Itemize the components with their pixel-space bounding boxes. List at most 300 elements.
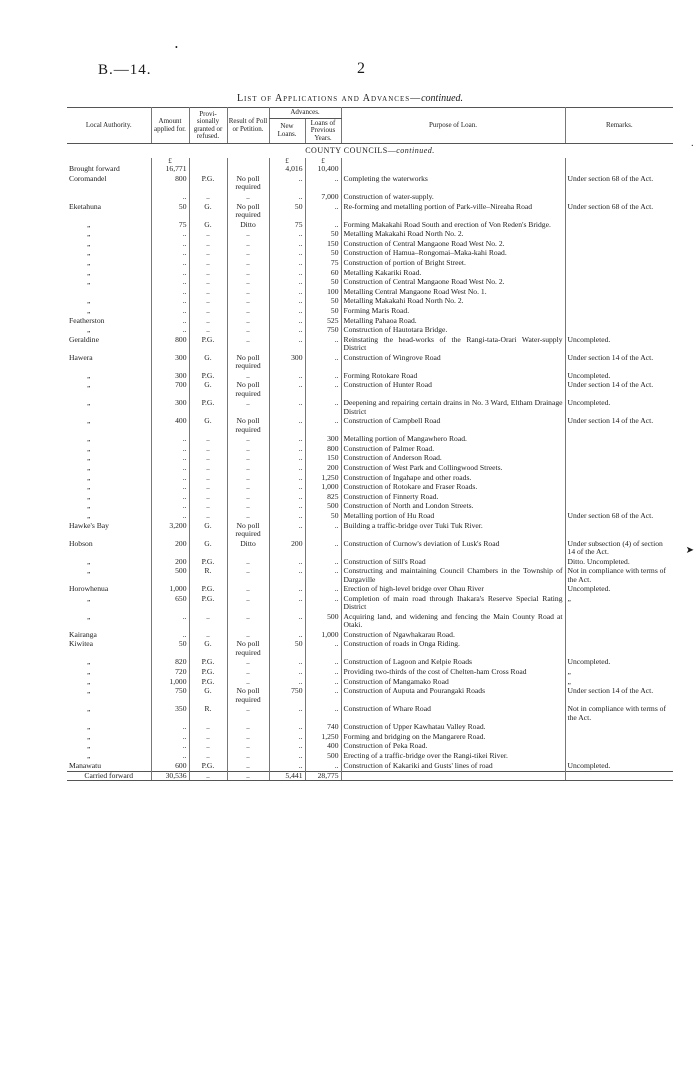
new-loans-cell: .. — [269, 192, 305, 202]
new-loans-cell: 75 — [269, 220, 305, 230]
result-cell: .. — [227, 723, 269, 733]
table-row — [67, 473, 673, 483]
carried-forward-label: Carried forward — [67, 771, 151, 780]
amount-cell: .. — [151, 473, 189, 483]
amount-cell: 700 — [151, 381, 189, 399]
purpose-cell: Construction of Lagoon and Kelpie Roads — [341, 658, 565, 668]
section-heading: COUNTY COUNCILS—continued. — [305, 146, 435, 156]
authority-cell — [67, 287, 151, 297]
authority-cell: „ — [87, 267, 91, 277]
purpose-cell: Construction of Rotokare and Fraser Roads. — [341, 483, 565, 493]
new-loans-cell: 300 — [269, 353, 305, 371]
result-cell: .. — [227, 268, 269, 278]
col-remarks: Remarks. — [565, 108, 673, 144]
amount-cell: .. — [151, 492, 189, 502]
new-loans-cell: .. — [269, 751, 305, 761]
new-loans-cell: .. — [269, 677, 305, 687]
provisional-cell: .. — [189, 483, 227, 493]
provisional-cell: P.G. — [189, 335, 227, 353]
result-cell: .. — [227, 705, 269, 723]
authority-cell: Horowhenua — [69, 584, 109, 594]
table-row — [67, 278, 673, 288]
result-cell: .. — [227, 677, 269, 687]
amount-cell: .. — [151, 435, 189, 445]
table-row — [67, 268, 673, 278]
authority-cell: „ — [87, 556, 91, 566]
document-reference: B.—14. — [98, 62, 152, 78]
remarks-cell — [565, 454, 673, 464]
margin-arrow-mark: ➤ — [685, 545, 694, 556]
authority-cell: Kiwitea — [69, 639, 94, 649]
result-cell: .. — [227, 306, 269, 316]
table-row — [67, 687, 673, 705]
provisional-cell: G. — [189, 220, 227, 230]
new-loans-cell: .. — [269, 612, 305, 630]
amount-cell: 800 — [151, 174, 189, 192]
table-row — [67, 287, 673, 297]
result-cell: .. — [227, 463, 269, 473]
amount-cell: 820 — [151, 658, 189, 668]
result-cell: .. — [227, 751, 269, 761]
authority-cell: „ — [87, 229, 91, 239]
provisional-cell: .. — [189, 612, 227, 630]
col-provisional: Provi- sionally granted or refused. — [189, 108, 227, 144]
remarks-cell — [565, 521, 673, 539]
remarks-cell — [565, 239, 673, 249]
authority-cell: Hawera — [69, 352, 93, 362]
purpose-cell: Construction of North and London Streets. — [341, 502, 565, 512]
purpose-cell: Forming and bridging on the Mangarere Road. — [341, 732, 565, 742]
provisional-cell: P.G. — [189, 585, 227, 595]
remarks-cell — [565, 249, 673, 259]
purpose-cell: Forming Rotokare Road — [341, 371, 565, 381]
result-cell: .. — [227, 742, 269, 752]
amount-cell: 650 — [151, 594, 189, 612]
table-row — [67, 511, 673, 521]
provisional-cell: R. — [189, 567, 227, 585]
purpose-cell: Building a traffic-bridge over Tuki Tuk River. — [341, 521, 565, 539]
remarks-cell: Under section 14 of the Act. — [565, 353, 673, 371]
provisional-cell: .. — [189, 630, 227, 640]
new-loans-cell: .. — [269, 239, 305, 249]
currency-amount: £ — [151, 158, 189, 165]
previous-loans-cell: .. — [305, 335, 341, 353]
remarks-cell — [565, 297, 673, 307]
previous-loans-cell: 50 — [305, 511, 341, 521]
previous-loans-cell: 800 — [305, 444, 341, 454]
new-loans-cell: .. — [269, 268, 305, 278]
provisional-cell: .. — [189, 473, 227, 483]
amount-cell: 50 — [151, 640, 189, 658]
purpose-cell: Construction of Hautotara Bridge. — [341, 326, 565, 336]
amount-cell: .. — [151, 502, 189, 512]
authority-cell: „ — [87, 566, 91, 576]
table-row — [67, 594, 673, 612]
provisional-cell: .. — [189, 502, 227, 512]
purpose-cell: Construction of roads in Onga Riding. — [341, 640, 565, 658]
remarks-cell — [565, 287, 673, 297]
result-cell: .. — [227, 435, 269, 445]
table-row — [67, 239, 673, 249]
amount-cell: .. — [151, 287, 189, 297]
table-row — [67, 742, 673, 752]
table-row — [67, 612, 673, 630]
previous-loans-cell: 150 — [305, 454, 341, 464]
authority-cell: „ — [87, 511, 91, 521]
previous-loans-cell: .. — [305, 761, 341, 771]
provisional-cell: .. — [189, 192, 227, 202]
previous-loans-cell: 400 — [305, 742, 341, 752]
previous-loans-cell: 10,400 — [305, 165, 341, 175]
authority-cell: „ — [87, 667, 91, 676]
purpose-cell: Completing the waterworks — [341, 174, 565, 192]
col-advances: Advances. — [269, 108, 341, 119]
result-cell: .. — [227, 492, 269, 502]
amount-cell: .. — [151, 258, 189, 268]
purpose-cell: Construction of Central Mangaone Road West No. 2. — [341, 239, 565, 249]
amount-cell: .. — [151, 192, 189, 202]
result-cell: .. — [227, 239, 269, 249]
result-cell — [227, 165, 269, 175]
title-main: List of Applications and Advances— — [236, 93, 422, 104]
provisional-cell: P.G. — [189, 677, 227, 687]
remarks-cell — [565, 723, 673, 733]
table-row — [67, 306, 673, 316]
amount-cell: .. — [151, 278, 189, 288]
provisional-cell: .. — [189, 306, 227, 316]
authority-cell: „ — [87, 472, 91, 482]
table-row — [67, 454, 673, 464]
previous-loans-cell: 1,000 — [305, 483, 341, 493]
result-cell: Ditto — [227, 220, 269, 230]
amount-cell: 3,200 — [151, 521, 189, 539]
previous-loans-cell: 100 — [305, 287, 341, 297]
amount-cell: .. — [151, 316, 189, 326]
purpose-cell: Construction of Whare Road — [341, 705, 565, 723]
new-loans-cell: .. — [269, 705, 305, 723]
table-row — [67, 723, 673, 733]
authority-cell: „ — [87, 370, 91, 380]
new-loans-cell: 50 — [269, 202, 305, 220]
authority-cell: „ — [87, 296, 91, 306]
amount-cell: 200 — [151, 557, 189, 567]
provisional-cell: G. — [189, 521, 227, 539]
authority-cell: „ — [87, 750, 91, 760]
provisional-cell: P.G. — [189, 761, 227, 771]
carried-forward-prev: 28,775 — [305, 771, 341, 780]
authority-cell: Hawke's Bay — [69, 520, 109, 530]
purpose-cell: Erection of high-level bridge over Ohau River — [341, 585, 565, 595]
purpose-cell: Construction of Palmer Road. — [341, 444, 565, 454]
remarks-cell — [565, 732, 673, 742]
new-loans-cell: 50 — [269, 640, 305, 658]
amount-cell: 300 — [151, 371, 189, 381]
provisional-cell: G. — [189, 687, 227, 705]
new-loans-cell: .. — [269, 399, 305, 417]
previous-loans-cell: .. — [305, 705, 341, 723]
table-row — [67, 630, 673, 640]
remarks-cell — [565, 492, 673, 502]
previous-loans-cell: 750 — [305, 326, 341, 336]
authority-cell: „ — [87, 398, 91, 408]
authority-cell: „ — [87, 257, 91, 267]
authority-cell: „ — [87, 443, 91, 453]
table-row — [67, 463, 673, 473]
amount-cell: .. — [151, 751, 189, 761]
previous-loans-cell: .. — [305, 399, 341, 417]
result-cell: .. — [227, 399, 269, 417]
remarks-cell: Uncompleted. — [565, 335, 673, 353]
result-cell: No poll required — [227, 353, 269, 371]
amount-cell: 600 — [151, 761, 189, 771]
col-result: Result of Poll or Petition. — [227, 108, 269, 144]
table-row — [67, 521, 673, 539]
amount-cell: .. — [151, 306, 189, 316]
remarks-cell: „ — [565, 677, 673, 687]
previous-loans-cell: .. — [305, 640, 341, 658]
remarks-cell: Under section 68 of the Act. — [565, 202, 673, 220]
provisional-cell: P.G. — [189, 174, 227, 192]
remarks-cell — [565, 316, 673, 326]
previous-loans-cell: .. — [305, 557, 341, 567]
authority-cell: „ — [87, 453, 91, 463]
amount-cell: .. — [151, 326, 189, 336]
amount-cell: 500 — [151, 567, 189, 585]
amount-cell: 720 — [151, 667, 189, 677]
authority-cell: „ — [87, 482, 91, 492]
provisional-cell: .. — [189, 732, 227, 742]
result-cell: .. — [227, 297, 269, 307]
purpose-cell: Constructing and maintaining Council Chambers in the Township of Dargaville — [341, 567, 565, 585]
remarks-cell — [565, 192, 673, 202]
new-loans-cell: .. — [269, 454, 305, 464]
remarks-cell — [565, 230, 673, 240]
amount-cell: 75 — [151, 220, 189, 230]
carried-forward-prov: .. — [189, 771, 227, 780]
purpose-cell: Deepening and repairing certain drains in No. 3 Ward, Eltham Drainage District — [341, 399, 565, 417]
authority-cell: „ — [87, 501, 91, 511]
purpose-cell: Construction of Ngawhakarau Road. — [341, 630, 565, 640]
provisional-cell: R. — [189, 705, 227, 723]
previous-loans-cell: 825 — [305, 492, 341, 502]
remarks-cell — [565, 268, 673, 278]
table-row — [67, 567, 673, 585]
purpose-cell: Metalling portion of Hu Road — [341, 511, 565, 521]
table-row — [67, 761, 673, 771]
result-cell: .. — [227, 585, 269, 595]
previous-loans-cell: .. — [305, 417, 341, 435]
carried-forward-amount: 30,536 — [151, 771, 189, 780]
previous-loans-cell: 50 — [305, 249, 341, 259]
new-loans-cell: .. — [269, 567, 305, 585]
authority-cell: „ — [87, 686, 91, 696]
amount-cell: 300 — [151, 399, 189, 417]
authority-cell: „ — [87, 277, 91, 287]
purpose-cell: Construction of water-supply. — [341, 192, 565, 202]
provisional-cell: .. — [189, 278, 227, 288]
authority-cell: Featherston — [69, 315, 105, 325]
col-loans-previous: Loans of Previous Years. — [305, 118, 341, 144]
amount-cell: 350 — [151, 705, 189, 723]
purpose-cell: Construction of West Park and Collingwood Streets. — [341, 463, 565, 473]
remarks-cell: Under section 68 of the Act. — [565, 174, 673, 192]
provisional-cell: .. — [189, 751, 227, 761]
table-row — [67, 732, 673, 742]
provisional-cell: .. — [189, 230, 227, 240]
remarks-cell: Under subsection (4) of section 14 of the Act. — [565, 539, 673, 557]
purpose-cell: Construction of Ingahape and other roads. — [341, 473, 565, 483]
previous-loans-cell: 1,250 — [305, 732, 341, 742]
table-row — [67, 165, 673, 175]
provisional-cell: .. — [189, 454, 227, 464]
purpose-cell: Construction of Hunter Road — [341, 381, 565, 399]
provisional-cell: P.G. — [189, 399, 227, 417]
new-loans-cell: 4,016 — [269, 165, 305, 175]
authority-cell: „ — [87, 463, 91, 473]
purpose-cell: Construction of Central Mangaone Road West No. 2. — [341, 278, 565, 288]
table-row — [67, 371, 673, 381]
provisional-cell: G. — [189, 539, 227, 557]
amount-cell: 200 — [151, 539, 189, 557]
amount-cell: 50 — [151, 202, 189, 220]
new-loans-cell: .. — [269, 630, 305, 640]
new-loans-cell: .. — [269, 742, 305, 752]
amount-cell: 300 — [151, 353, 189, 371]
stray-mark: • — [175, 43, 178, 52]
result-cell: .. — [227, 594, 269, 612]
purpose-cell: Construction of Finnerty Road. — [341, 492, 565, 502]
previous-loans-cell: 500 — [305, 751, 341, 761]
carried-forward-new: 5,441 — [269, 771, 305, 780]
table-row — [67, 585, 673, 595]
table-row — [67, 539, 673, 557]
provisional-cell: .. — [189, 287, 227, 297]
amount-cell: 400 — [151, 417, 189, 435]
previous-loans-cell: .. — [305, 687, 341, 705]
result-cell: .. — [227, 371, 269, 381]
authority-cell: „ — [87, 248, 91, 258]
authority-cell: „ — [87, 380, 91, 390]
carried-forward-result: .. — [227, 771, 269, 780]
new-loans-cell: .. — [269, 306, 305, 316]
amount-cell: 1,000 — [151, 677, 189, 687]
purpose-cell — [341, 165, 565, 175]
table-row — [67, 667, 673, 677]
new-loans-cell: .. — [269, 463, 305, 473]
result-cell: .. — [227, 230, 269, 240]
remarks-cell: Under section 68 of the Act. — [565, 511, 673, 521]
margin-mark: · — [690, 141, 694, 152]
purpose-cell: Metalling Kakariki Road. — [341, 268, 565, 278]
result-cell: No poll required — [227, 202, 269, 220]
result-cell: .. — [227, 287, 269, 297]
purpose-cell: Metalling Pahaoa Road. — [341, 316, 565, 326]
previous-loans-cell: 50 — [305, 230, 341, 240]
remarks-cell: „ — [565, 594, 673, 612]
purpose-cell: Acquiring land, and widening and fencing the Main County Road at Otaki. — [341, 612, 565, 630]
amount-cell: .. — [151, 249, 189, 259]
authority-cell: „ — [87, 676, 91, 686]
authority-cell: Brought forward — [69, 164, 120, 174]
purpose-cell: Completion of main road through Ihakara's Reserve Special Rating District — [341, 594, 565, 612]
provisional-cell: .. — [189, 492, 227, 502]
provisional-cell: P.G. — [189, 658, 227, 668]
purpose-cell: Construction of Upper Kawhatau Valley Road. — [341, 723, 565, 733]
authority-cell — [67, 192, 151, 202]
amount-cell: .. — [151, 742, 189, 752]
result-cell: .. — [227, 567, 269, 585]
amount-cell: .. — [151, 483, 189, 493]
remarks-cell: Uncompleted. — [565, 761, 673, 771]
previous-loans-cell: .. — [305, 381, 341, 399]
provisional-cell: G. — [189, 202, 227, 220]
result-cell: No poll required — [227, 640, 269, 658]
result-cell: .. — [227, 557, 269, 567]
new-loans-cell: .. — [269, 326, 305, 336]
amount-cell: .. — [151, 723, 189, 733]
purpose-cell: Metalling Makakahi Road North No. 2. — [341, 297, 565, 307]
col-local-authority: Local Authority. — [67, 108, 151, 144]
table-row — [67, 640, 673, 658]
previous-loans-cell: .. — [305, 677, 341, 687]
new-loans-cell: .. — [269, 371, 305, 381]
result-cell: No poll required — [227, 417, 269, 435]
previous-loans-cell: 75 — [305, 258, 341, 268]
provisional-cell: .. — [189, 297, 227, 307]
remarks-cell — [565, 473, 673, 483]
result-cell: .. — [227, 511, 269, 521]
amount-cell: .. — [151, 463, 189, 473]
authority-cell: „ — [87, 741, 91, 751]
purpose-cell: Construction of Curnow's deviation of Lusk's Road — [341, 539, 565, 557]
purpose-cell: Metalling portion of Mangawhero Road. — [341, 435, 565, 445]
purpose-cell: Construction of Anderson Road. — [341, 454, 565, 464]
purpose-cell: Providing two-thirds of the cost of Chelten-ham Cross Road — [341, 667, 565, 677]
result-cell: .. — [227, 444, 269, 454]
purpose-cell: Metalling Makakahi Road North No. 2. — [341, 230, 565, 240]
result-cell: No poll required — [227, 687, 269, 705]
new-loans-cell: .. — [269, 492, 305, 502]
remarks-cell — [565, 165, 673, 175]
table-row — [67, 316, 673, 326]
new-loans-cell: 750 — [269, 687, 305, 705]
new-loans-cell: .. — [269, 658, 305, 668]
remarks-cell: Ditto. Uncompleted. — [565, 557, 673, 567]
authority-cell: „ — [87, 305, 91, 315]
col-purpose: Purpose of Loan. — [341, 108, 565, 144]
new-loans-cell: .. — [269, 585, 305, 595]
remarks-cell: Not in compliance with terms of the Act. — [565, 705, 673, 723]
authority-cell: „ — [87, 657, 91, 667]
provisional-cell: .. — [189, 239, 227, 249]
previous-loans-cell: 1,000 — [305, 630, 341, 640]
previous-loans-cell: .. — [305, 220, 341, 230]
table-row — [67, 335, 673, 353]
currency-new: £ — [269, 158, 305, 165]
new-loans-cell: .. — [269, 316, 305, 326]
previous-loans-cell: 60 — [305, 268, 341, 278]
table-row — [67, 483, 673, 493]
new-loans-cell: .. — [269, 435, 305, 445]
remarks-cell — [565, 444, 673, 454]
purpose-cell: Forming Makakahi Road South and erection of Von Reden's Bridge. — [341, 220, 565, 230]
previous-loans-cell: 7,000 — [305, 192, 341, 202]
provisional-cell: .. — [189, 742, 227, 752]
amount-cell: 16,771 — [151, 165, 189, 175]
provisional-cell: G. — [189, 417, 227, 435]
table-row — [67, 502, 673, 512]
previous-loans-cell: 200 — [305, 463, 341, 473]
